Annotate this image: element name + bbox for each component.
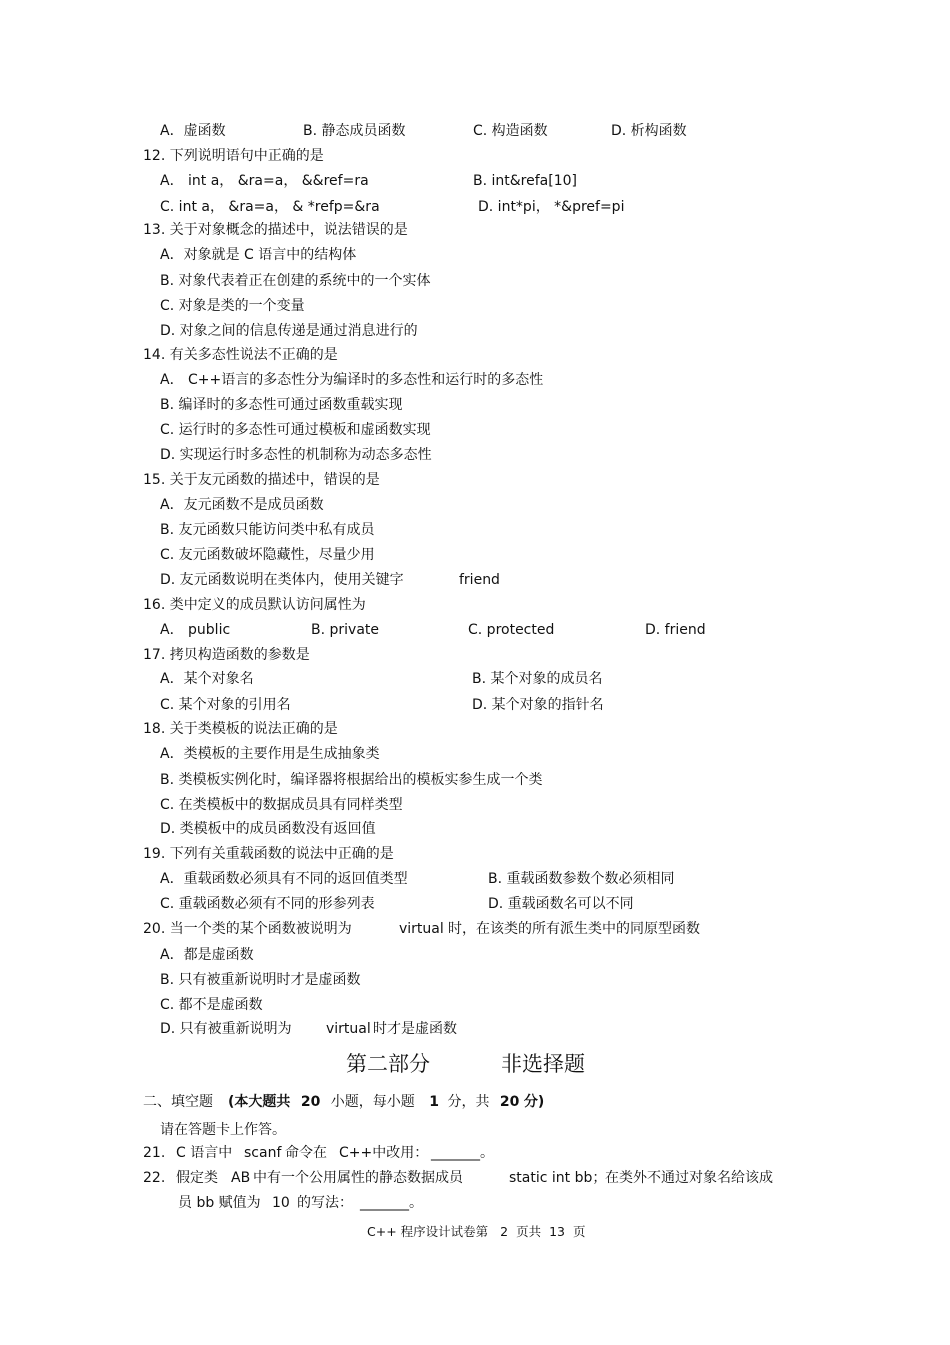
q17-option-d: D. 某个对象的指针名 bbox=[472, 697, 604, 713]
footer-page-number: 2 bbox=[500, 1224, 509, 1239]
q20-option-b: B. 只有被重新说明时才是虚函数 bbox=[160, 972, 361, 988]
q14-option-d: D. 实现运行时多态性的机制称为动态多态性 bbox=[160, 447, 432, 463]
q15-stem: 15. 关于友元函数的描述中，错误的是 bbox=[143, 472, 380, 488]
q22-number: 22. bbox=[143, 1170, 166, 1186]
q22-line2-text: 的写法： bbox=[297, 1195, 353, 1211]
q21-number: 21. bbox=[143, 1145, 166, 1161]
q20-stem-keyword: virtual bbox=[399, 921, 444, 937]
q12-option-a: A． int a， &ra=a， &&ref=ra bbox=[160, 173, 369, 189]
q16-option-c: C. protected bbox=[468, 622, 555, 638]
footer-title: C++ 程序设计试卷第 bbox=[367, 1224, 489, 1239]
q22-blank: _______。 bbox=[360, 1195, 423, 1211]
q11-option-b: B. 静态成员函数 bbox=[303, 123, 406, 139]
q13-option-b: B. 对象代表着正在创建的系统中的一个实体 bbox=[160, 273, 431, 289]
q21-text-3: C++中改用： bbox=[339, 1145, 429, 1161]
q14-stem: 14. 有关多态性说法不正确的是 bbox=[143, 347, 338, 363]
q18-option-b: B. 类模板实例化时，编译器将根据给出的模板实参生成一个类 bbox=[160, 772, 543, 788]
q18-option-d: D. 类模板中的成员函数没有返回值 bbox=[160, 821, 376, 837]
footer-total-pages: 13 bbox=[549, 1224, 565, 1239]
section-total-label: 分，共 bbox=[447, 1094, 490, 1110]
q20-option-a: A．都是虚函数 bbox=[160, 947, 254, 963]
page-footer bbox=[367, 1223, 585, 1241]
q17-option-c: C. 某个对象的引用名 bbox=[160, 697, 291, 713]
q13-option-d: D. 对象之间的信息传递是通过消息进行的 bbox=[160, 323, 418, 339]
part-heading-right: 非选择题 bbox=[501, 1052, 585, 1076]
q13-option-c: C. 对象是类的一个变量 bbox=[160, 298, 305, 314]
q19-stem: 19. 下列有关重载函数的说法中正确的是 bbox=[143, 846, 394, 862]
q13-stem: 13. 关于对象概念的描述中，说法错误的是 bbox=[143, 222, 408, 238]
q22-class-name: AB bbox=[231, 1170, 251, 1186]
q22-text-3: 在类外不通过对象名给该成 bbox=[605, 1170, 773, 1186]
q21-text: C 语言中 bbox=[176, 1145, 233, 1161]
section-question-count: 20 bbox=[300, 1094, 321, 1110]
q11-option-d: D. 析构函数 bbox=[611, 123, 687, 139]
q22-text-2: 中有一个公用属性的静态数据成员 bbox=[253, 1170, 463, 1186]
q17-stem: 17. 拷贝构造函数的参数是 bbox=[143, 647, 310, 663]
q19-option-d: D. 重载函数名可以不同 bbox=[488, 896, 634, 912]
q17-option-a: A．某个对象名 bbox=[160, 671, 254, 687]
q21-blank: _______。 bbox=[431, 1145, 494, 1161]
q20-option-d: D. 只有被重新说明为 bbox=[160, 1021, 292, 1037]
section-instructions bbox=[228, 1093, 544, 1111]
q15-option-b: B. 友元函数只能访问类中私有成员 bbox=[160, 522, 375, 538]
section-points-each: 1 bbox=[429, 1094, 439, 1110]
section-paren-close: 分) bbox=[523, 1094, 545, 1110]
q12-option-d: D. int*pi， *&pref=pi bbox=[478, 199, 625, 215]
footer-end: 页 bbox=[572, 1224, 586, 1239]
q11-option-c: C. 构造函数 bbox=[473, 123, 548, 139]
q18-option-c: C. 在类模板中的数据成员具有同样类型 bbox=[160, 797, 403, 813]
q13-option-a: A．对象就是 C 语言中的结构体 bbox=[160, 247, 357, 263]
q22-line2: 员 bb 赋值为 bbox=[178, 1195, 261, 1211]
q16-stem: 16. 类中定义的成员默认访问属性为 bbox=[143, 597, 366, 613]
q20-stem: 20. 当一个类的某个函数被说明为 bbox=[143, 921, 352, 937]
q18-option-a: A．类模板的主要作用是生成抽象类 bbox=[160, 746, 380, 762]
section-total-points: 20 bbox=[499, 1094, 520, 1110]
q19-option-b: B. 重载函数参数个数必须相同 bbox=[488, 871, 675, 887]
q12-option-c: C. int a， &ra=a， & *refp=&ra bbox=[160, 199, 380, 215]
q14-option-b: B. 编译时的多态性可通过函数重载实现 bbox=[160, 397, 403, 413]
q22-value: 10 bbox=[272, 1195, 290, 1211]
q21-keyword: scanf bbox=[244, 1145, 282, 1161]
q21-text-2: 命令在 bbox=[285, 1145, 327, 1161]
q15-option-a: A．友元函数不是成员函数 bbox=[160, 497, 324, 513]
q20-option-d-keyword: virtual bbox=[326, 1021, 371, 1037]
section-per-question: 小题，每小题 bbox=[330, 1094, 415, 1110]
footer-mid: 页共 bbox=[516, 1224, 542, 1239]
q17-option-b: B. 某个对象的成员名 bbox=[472, 671, 603, 687]
q18-stem: 18. 关于类模板的说法正确的是 bbox=[143, 721, 338, 737]
q19-option-c: C. 重载函数必须有不同的形参列表 bbox=[160, 896, 375, 912]
q15-option-d: D. 友元函数说明在类体内，使用关键字 bbox=[160, 572, 404, 588]
q14-option-c: C. 运行时的多态性可通过模板和虚函数实现 bbox=[160, 422, 431, 438]
q15-option-c: C. 友元函数破坏隐藏性，尽量少用 bbox=[160, 547, 375, 563]
section-paren-open: (本大题共 bbox=[228, 1094, 291, 1110]
q12-option-b: B. int&refa[10] bbox=[473, 173, 577, 189]
q16-option-b: B. private bbox=[311, 622, 380, 638]
q22-code: static int bb； bbox=[509, 1170, 607, 1186]
section-label: 二、填空题 bbox=[143, 1094, 213, 1110]
q22-text: 假定类 bbox=[176, 1170, 218, 1186]
q19-option-a: A．重载函数必须具有不同的返回值类型 bbox=[160, 871, 408, 887]
q20-stem-rest: 时，在该类的所有派生类中的同原型函数 bbox=[448, 921, 700, 937]
section-note: 请在答题卡上作答。 bbox=[160, 1122, 286, 1138]
part-heading-left: 第二部分 bbox=[346, 1052, 430, 1076]
q12-stem: 12. 下列说明语句中正确的是 bbox=[143, 148, 324, 164]
q20-option-d-rest: 时才是虚函数 bbox=[373, 1021, 457, 1037]
q14-option-a: A． C++语言的多态性分为编译时的多态性和运行时的多态性 bbox=[160, 372, 544, 388]
q16-option-a: A． public bbox=[160, 622, 231, 638]
q11-option-a: A．虚函数 bbox=[160, 123, 226, 139]
q20-option-c: C. 都不是虚函数 bbox=[160, 997, 263, 1013]
q15-option-d-keyword: friend bbox=[459, 572, 500, 588]
q16-option-d: D. friend bbox=[645, 622, 706, 638]
